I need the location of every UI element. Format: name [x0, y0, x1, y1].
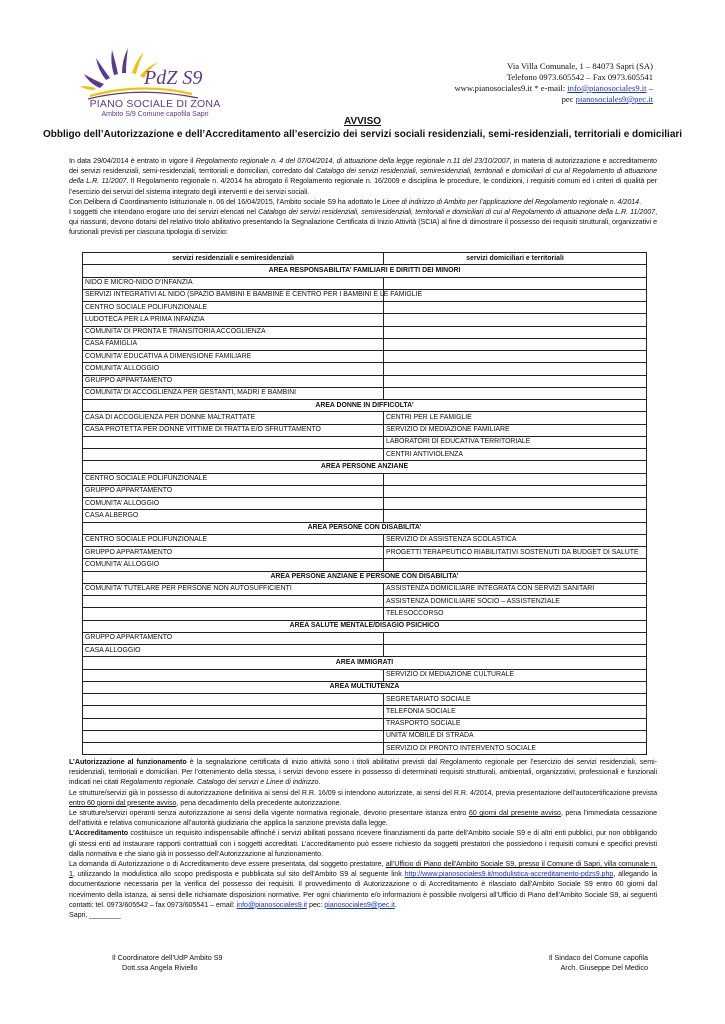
- table-row: [83, 743, 647, 755]
- table-row: [83, 547, 647, 559]
- sun-rays-logo-icon: [80, 40, 230, 102]
- title-avviso: AVVISO: [343, 116, 382, 127]
- residential-service-cell: [83, 694, 384, 706]
- residential-service-cell: [83, 743, 384, 755]
- residential-service-cell: SERVIZI INTEGRATIVI AL NIDO (SPAZIO BAMBINI E BAMBINE E CENTRO PER I BAMBINI E LE FAMIGLIE: [83, 289, 384, 301]
- area-heading: AREA DONNE IN DIFFICOLTA’: [83, 400, 647, 412]
- area-row: [83, 400, 647, 412]
- signature-left-name: Dott.ssa Angela Riviello: [122, 963, 198, 973]
- table-row: [83, 289, 647, 301]
- residential-service-cell: [83, 436, 384, 448]
- residential-service-cell: COMUNITA’ ALLOGGIO: [83, 498, 384, 510]
- territorial-service-cell: [384, 314, 647, 326]
- territorial-service-cell: [384, 632, 647, 644]
- modulistica-link[interactable]: http://www.pianosociales9.it/modulistica-accreditamento-pdzs9.php: [404, 870, 614, 879]
- residential-service-cell: COMUNITA’ TUTELARE PER PERSONE NON AUTOSUFFICIENTI: [83, 583, 384, 595]
- residential-service-cell: COMUNITA’ DI PRONTA E TRANSITORIA ACCOGLIENZA: [83, 326, 384, 338]
- area-row: [83, 461, 647, 473]
- contact-block: [454, 61, 653, 105]
- logo-caption-sub: Ambito S/9 Comune capofila Sapri: [101, 111, 209, 118]
- table-row: [83, 436, 647, 448]
- accreditamento-label: L’Accreditamento: [69, 829, 129, 838]
- body-b3a: Le strutture/servizi operanti senza autorizzazione ai sensi della vigente normativa regionale, devono presentare istanza entro: [69, 809, 469, 818]
- residential-service-cell: [83, 669, 384, 681]
- residential-service-cell: [83, 608, 384, 620]
- residential-service-cell: [83, 718, 384, 730]
- body-b5g: pec:: [307, 900, 325, 909]
- residential-service-cell: NIDO E MICRO-NIDO D’INFANZIA: [83, 277, 384, 289]
- table-row: [83, 694, 647, 706]
- territorial-service-cell: TRASPORTO SOCIALE: [384, 718, 647, 730]
- residential-service-cell: CASA ALLOGGIO: [83, 645, 384, 657]
- table-row: [83, 645, 647, 657]
- territorial-service-cell: PROGETTI TERAPEUTICO RIABILITATIVI SOSTENUTI DA BUDGET DI SALUTE: [384, 547, 647, 559]
- area-heading: AREA PERSONE ANZIANE E PERSONE CON DISABILITA’: [83, 571, 647, 583]
- territorial-service-cell: [384, 277, 647, 289]
- residential-service-cell: COMUNITA’ DI ACCOGLIENZA PER GESTANTI, MADRI E BAMBINI: [83, 387, 384, 399]
- body-b5c: , utilizzando la modulistica allo scopo predisposta e pubblicata sul sito dell’Ambito S9 al seguente link: [72, 870, 405, 879]
- signature-right: [549, 953, 648, 974]
- intro-p2b: Linee di indirizzo di Ambito per l’applicazione del Regolamento regionale n. 4/2014: [382, 197, 640, 206]
- territorial-service-cell: [384, 326, 647, 338]
- intro-text: [69, 156, 657, 238]
- table-row: [83, 718, 647, 730]
- area-row: [83, 620, 647, 632]
- territorial-service-cell: [384, 498, 647, 510]
- intro-p3c: , qui riassunti, devono dotarsi del relativo titolo abilitativo presentando la Segnalazione Certificata di Inizio Attività (SCIA) al fine di dimostrare il possesso dei requisiti strutturali, organizzativi e funzionali previsti per ciascuna tipologia di servizio:: [69, 208, 658, 237]
- body-b1c: Regolamento regionale. Catalogo dei servizi e Linee di indirizzo: [120, 778, 319, 787]
- area-row: [83, 681, 647, 693]
- area-row: [83, 657, 647, 669]
- territorial-service-cell: [384, 338, 647, 350]
- territorial-service-cell: [384, 289, 647, 301]
- table-row: [83, 498, 647, 510]
- body-b3b: 60 giorni dal presente avviso: [468, 809, 561, 818]
- body-b5i: .: [394, 900, 397, 909]
- pec-prefix: pec: [561, 94, 576, 104]
- residential-service-cell: COMUNITA’ ALLOGGIO: [83, 363, 384, 375]
- pec-link[interactable]: pianosociales9@pec.it: [575, 94, 653, 104]
- area-heading: AREA MULTIUTENZA: [83, 681, 647, 693]
- residential-service-cell: [83, 596, 384, 608]
- territorial-service-cell: [384, 485, 647, 497]
- table-row: [83, 706, 647, 718]
- table-row: [83, 608, 647, 620]
- area-heading: AREA IMMIGRATI: [83, 657, 647, 669]
- territorial-service-cell: SERVIZIO DI ASSISTENZA SCOLASTICA: [384, 534, 647, 546]
- intro-p1c: , in materia di autorizzazione e accreditamento dei servizi residenziali, semi-residenziali, territoriali e domiciliari, corredato dal: [69, 157, 657, 176]
- residential-service-cell: CASA PROTETTA PER DONNE VITTIME DI TRATTA E/O SFRUTTAMENTO: [83, 424, 384, 436]
- residential-service-cell: CENTRO SOCIALE POLIFUNZIONALE: [83, 534, 384, 546]
- intro-p3b: Catalogo dei servizi residenziali, semiresidenziali, territoriali e domiciliari di cui al Regolamento di attuazione della L.R. 11/2007: [258, 208, 656, 217]
- territorial-service-cell: [384, 510, 647, 522]
- pdz-logo: [80, 40, 230, 122]
- territorial-service-cell: ASSISTENZA DOMICILIARE SOCIO – ASSISTENZIALE: [384, 596, 647, 608]
- intro-p1e: . Il Regolamento regionale n. 4/2014 ha abrogato il Regolamento regionale n. 16/2009 e disciplina le procedure, le condizioni, i requisiti comuni ed i criteri di qualità per l’esercizio dei servizi del sistema integrato degli interventi e dei servizi sociali.: [69, 177, 657, 196]
- table-row: [83, 424, 647, 436]
- residential-service-cell: [83, 706, 384, 718]
- territorial-service-cell: [384, 302, 647, 314]
- body-b5b: all’Ufficio di Piano dell’Ambito Sociale S9, presso il Comune di Sapri, villa comunale n. 1: [69, 860, 657, 879]
- residential-service-cell: CENTRO SOCIALE POLIFUNZIONALE: [83, 302, 384, 314]
- table-row: [83, 510, 647, 522]
- body-b1d: .: [318, 778, 321, 787]
- table-row: [83, 596, 647, 608]
- col-header-territorial: servizi domiciliari e territoriali: [384, 253, 647, 265]
- territorial-service-cell: [384, 645, 647, 657]
- table-row: [83, 314, 647, 326]
- residential-service-cell: CASA DI ACCOGLIENZA PER DONNE MALTRATTATE: [83, 412, 384, 424]
- intro-p2a: Con Delibera di Coordinamento Istituzionale n. 06 del 16/04/2015, l’Ambito sociale S9 ha adottato le: [69, 197, 383, 206]
- area-row: [83, 265, 647, 277]
- residential-service-cell: COMUNITA’ EDUCATIVA A DIMENSIONE FAMILIARE: [83, 351, 384, 363]
- body-b3c: , pena l’immediata cessazione dell’attività e relativa comunicazione all’autorità giudiziaria che applica la sanzione prevista dalla legge.: [69, 809, 657, 828]
- residential-service-cell: CASA ALBERGO: [83, 510, 384, 522]
- title-subject: Obbligo dell’Autorizzazione e dell’Accreditamento all’esercizio dei servizi sociali residenziali, semi-residenziali, territoriali e domiciliari: [42, 129, 683, 140]
- territorial-service-cell: CENTRI PER LE FAMIGLIE: [384, 412, 647, 424]
- territorial-service-cell: [384, 363, 647, 375]
- svg-text:PdZ S9: PdZ S9: [144, 67, 203, 89]
- body-b4b: costituisce un requisito indispensabile affinché i servizi abilitati possano ricevere finanziamenti da parte dell’Ambito sociale S9 e di altri enti pubblici, pur non obbligando gli stessi enti ad instaurare rapporti contrattuali con i soggetti accreditati. L’accreditamento può essere richiesto da soggetti prestatori che possiedono i requisiti comuni e specifici previsti dalla normativa e che siano già in possesso dell’Autorizzazione al funzionamento.: [69, 829, 657, 858]
- table-row: [83, 387, 647, 399]
- territorial-service-cell: TELESOCCORSO: [384, 608, 647, 620]
- territorial-service-cell: SERVIZIO DI MEDIAZIONE FAMILIARE: [384, 424, 647, 436]
- residential-service-cell: CENTRO SOCIALE POLIFUNZIONALE: [83, 473, 384, 485]
- table-row: [83, 473, 647, 485]
- area-heading: AREA SALUTE MENTALE/DISAGIO PSICHICO: [83, 620, 647, 632]
- area-heading: AREA PERSONE ANZIANE: [83, 461, 647, 473]
- notice-title: [0, 116, 725, 140]
- table-row: [83, 375, 647, 387]
- pec-line: [454, 94, 653, 105]
- table-row: [83, 338, 647, 350]
- place-date: Sapri, ________: [69, 911, 121, 920]
- intro-p2c: .: [639, 197, 642, 206]
- table-row: [83, 730, 647, 742]
- body-b1b: è la segnalazione certificata di inizio attività sono i titoli abilitativi previsti dal Regolamento regionale per l’esercizio dei servizi residenziali, semi-residenziali, territoriali e domiciliari. Per l’ottenimento della stessa, i servizi devono essere in possesso di determinati requisiti strutturali, ambientali, organizzativi, professionali e funzionali indicati nei citati: [69, 758, 657, 787]
- phone: Telefono 0973.605542 – Fax 0973.605541: [506, 72, 653, 82]
- services-table: [82, 252, 647, 755]
- area-heading: AREA RESPONSABILITA’ FAMILIARI E DIRITTI DEI MINORI: [83, 265, 647, 277]
- body-text: [69, 757, 657, 920]
- table-row: [83, 583, 647, 595]
- residential-service-cell: [83, 730, 384, 742]
- residential-service-cell: GRUPPO APPARTAMENTO: [83, 375, 384, 387]
- residential-service-cell: COMUNITA’ ALLOGGIO: [83, 559, 384, 571]
- territorial-service-cell: [384, 375, 647, 387]
- territorial-service-cell: [384, 559, 647, 571]
- territorial-service-cell: [384, 473, 647, 485]
- area-row: [83, 571, 647, 583]
- body-b2b: entro 60 giorni dal presente avviso: [69, 798, 177, 807]
- table-row: [83, 351, 647, 363]
- intro-p1a: In data 29/04/2014 è entrato in vigore il: [69, 157, 196, 165]
- table-row: [83, 326, 647, 338]
- signature-right-name: Arch. Giuseppe Del Medico: [560, 963, 648, 973]
- body-b5e: , allegando la documentazione necessaria per la verifica del possesso dei requisiti. Il provvedimento di Autorizzazione o di Accreditamento è rilasciato dall’Ambito Sociale S9 entro 60 giorni dal ricevimento della istanza, ai sensi delle richiamate disposizioni normative. Per ogni chiarimento e/o informazioni è possibile rivolgersi all’Ufficio di Piano dell’Ambito Sociale S9, ai seguenti contatti: tel. 0973/605542 – fax 0973/605541 – email:: [69, 870, 657, 909]
- area-row: [83, 522, 647, 534]
- autorizzazione-label: L’Autorizzazione al funzionamento: [69, 758, 187, 766]
- area-heading: AREA PERSONE CON DISABILITA’: [83, 522, 647, 534]
- intro-p1b: Regolamento regionale n. 4 del 07/04/2014, di attuazione della legge regionale n.11 del 23/10/2007: [195, 157, 510, 165]
- territorial-service-cell: TELEFONIA SOCIALE: [384, 706, 647, 718]
- territorial-service-cell: ASSISTENZA DOMICILIARE INTEGRATA CON SERVIZI SANITARI: [384, 583, 647, 595]
- table-row: [83, 302, 647, 314]
- table-row: [83, 485, 647, 497]
- body-email-link[interactable]: info@pianosociales9.it: [236, 900, 308, 909]
- intro-p1d: Catalogo dei servizi residenziali, semiresidenziali, territoriali e domiciliari di cui al Regolamento di attuazione della L.R. 11/2007: [69, 167, 657, 186]
- table-row: [83, 534, 647, 546]
- residential-service-cell: LUDOTECA PER LA PRIMA INFANZIA: [83, 314, 384, 326]
- web-suffix: –: [646, 83, 653, 93]
- web-line: [454, 83, 653, 94]
- body-b2c: , pena decadimento della precedente autorizzazione.: [176, 798, 342, 807]
- territorial-service-cell: LABORATORI DI EDUCATIVA TERRITORIALE: [384, 436, 647, 448]
- body-b5a: La domanda di Autorizzazione o di Accreditamento deve essere presentata, dal soggetto prestatore,: [69, 860, 386, 869]
- intro-p3a: I soggetti che intendano erogare uno dei servizi elencati nel: [69, 208, 259, 217]
- address: Via Villa Comunale, 1 – 84073 Sapri (SA): [507, 61, 653, 71]
- col-header-residential: servizi residenziali e semiresidenziali: [83, 253, 384, 265]
- table-row: [83, 669, 647, 681]
- table-row: [83, 277, 647, 289]
- logo-caption-main: PIANO SOCIALE DI ZONA: [89, 98, 221, 110]
- residential-service-cell: GRUPPO APPARTAMENTO: [83, 632, 384, 644]
- table-header-row: [83, 253, 647, 265]
- table-row: [83, 449, 647, 461]
- email-link[interactable]: info@pianosociales9.it: [567, 83, 647, 93]
- web-prefix: www.pianosociales9.it * e-mail:: [454, 83, 568, 93]
- signature-right-role: Il Sindaco del Comune capofila: [548, 953, 648, 962]
- table-row: [83, 363, 647, 375]
- territorial-service-cell: SERVIZIO DI PRONTO INTERVENTO SOCIALE: [384, 743, 647, 755]
- body-pec-link[interactable]: pianosociales9@pec.it: [324, 900, 395, 909]
- territorial-service-cell: [384, 351, 647, 363]
- table-row: [83, 412, 647, 424]
- table-body: [83, 265, 647, 755]
- territorial-service-cell: SERVIZIO DI MEDIAZIONE CULTURALE: [384, 669, 647, 681]
- territorial-service-cell: UNITA’ MOBILE DI STRADA: [384, 730, 647, 742]
- territorial-service-cell: CENTRI ANTIVIOLENZA: [384, 449, 647, 461]
- table-row: [83, 559, 647, 571]
- residential-service-cell: GRUPPO APPARTAMENTO: [83, 547, 384, 559]
- territorial-service-cell: SEGRETARIATO SOCIALE: [384, 694, 647, 706]
- residential-service-cell: GRUPPO APPARTAMENTO: [83, 485, 384, 497]
- territorial-service-cell: [384, 387, 647, 399]
- body-b2a: Le strutture/servizi già in possesso di autorizzazione definitiva ai sensi del R.R. 16/09 si intendono autorizzate, ai sensi del R.R. 4/2014, previa presentazione dell’autocertificazione prevista: [69, 788, 657, 797]
- signature-left: [112, 953, 223, 974]
- residential-service-cell: CASA FAMIGLIA: [83, 338, 384, 350]
- residential-service-cell: [83, 449, 384, 461]
- signature-left-role: Il Coordinatore dell’UdP Ambito S9: [112, 953, 223, 962]
- table-row: [83, 632, 647, 644]
